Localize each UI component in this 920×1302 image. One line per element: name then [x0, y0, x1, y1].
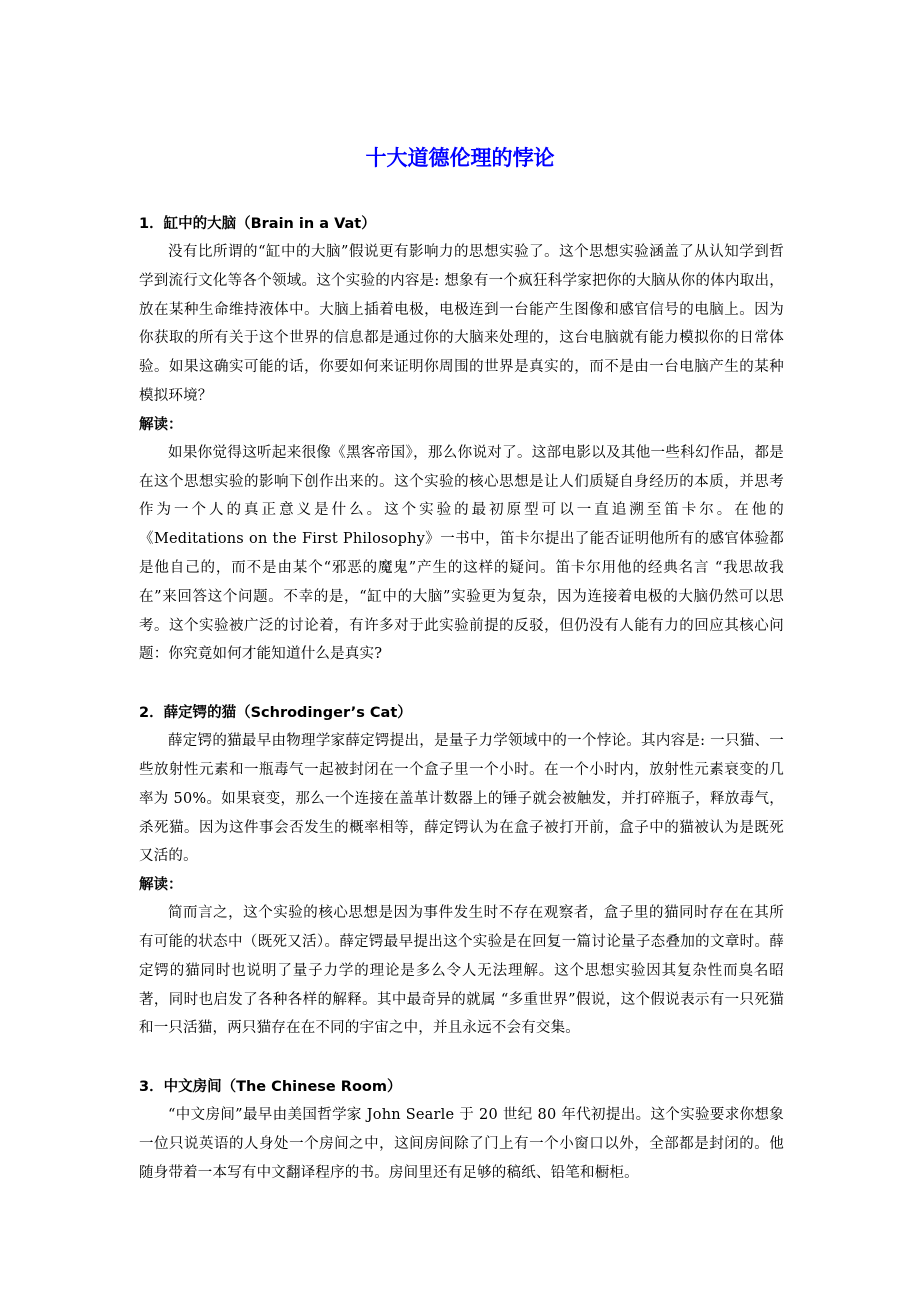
section-spacer [139, 669, 784, 699]
section-intro-paragraph: 薛定锷的猫最早由物理学家薛定锷提出，是量子力学领域中的一个悖论。其内容是: 一只猫、一些放射性元素和一瓶毒气一起被封闭在一个盒子里一个小时。在一个小时内，放射性元素衰变的几率为 50%。如果衰变，那么一个连接在盖革计数器上的锤子就会被触发，并打碎瓶子，释放毒气，杀死猫。因为这件事会否发生的概率相等，薛定锷认为在盒子被打开前，盒子中的猫被认为是既死又活的。 [139, 733, 784, 865]
analysis-paragraph: 如果你觉得这听起来很像《黑客帝国》，那么你说对了。这部电影以及其他一些科幻作品，都是在这个思想实验的影响下创作出来的。这个实验的核心思想是让人们质疑自身经历的本质，并思考作为一个人的真正意义是什么。这个实验的最初原型可以一直追溯至笛卡尔。在他的《Meditations on the First Philosophy》一书中，笛卡尔提出了能否证明他所有的感官体验都是他自己的，而不是由某个“邪恶的魔鬼”产生的这样的疑问。笛卡尔用他的经典名言 “我思故我在”来回答这个问题。不幸的是，“缸中的大脑”实验更为复杂，因为连接着电极的大脑仍然可以思考。这个实验被广泛的讨论着，有许多对于此实验前提的反驳，但仍没有人能有力的回应其核心问题：你究竟如何才能知道什么是真实? [139, 444, 784, 663]
section-heading: 2．薛定锷的猫（Schrodinger’s Cat） [139, 705, 412, 722]
section-intro-paragraph: “中文房间”最早由美国哲学家 John Searle 于 20 世纪 80 年代初提出。这个实验要求你想象一位只说英语的人身处一个房间之中，这间房间除了门上有一个小窗口以外，全部都是封闭的。他随身带着一本写有中文翻译程序的书。房间里还有足够的稿纸、铅笔和橱柜。 [139, 1107, 784, 1181]
section-chinese-room [139, 1073, 784, 1187]
document-title: 十大道德伦理的悖论 [365, 146, 555, 170]
section-schrodingers-cat [139, 699, 784, 1043]
section-heading: 3．中文房间（The Chinese Room） [139, 1079, 402, 1096]
section-brain-in-a-vat [139, 210, 784, 669]
analysis-label: 解读： [139, 877, 183, 894]
section-intro-paragraph: 没有比所谓的“缸中的大脑”假说更有影响力的思想实验了。这个思想实验涵盖了从认知学到哲学到流行文化等各个领域。这个实验的内容是: 想象有一个疯狂科学家把你的大脑从你的体内取出，放在某种生命维持液体中。大脑上插着电极，电极连到一台能产生图像和感官信号的电脑上。因为你获取的所有关于这个世界的信息都是通过你的大脑来处理的，这台电脑就有能力模拟你的日常体验。如果这确实可能的话，你要如何来证明你周围的世界是真实的，而不是由一台电脑产生的某种模拟环境？ [139, 244, 784, 404]
analysis-label: 解读： [139, 416, 183, 433]
document-body [139, 210, 784, 1188]
section-heading: 1．缸中的大脑（Brain in a Vat） [139, 216, 376, 232]
analysis-paragraph: 简而言之，这个实验的核心思想是因为事件发生时不存在观察者，盒子里的猫同时存在在其所有可能的状态中（既死又活）。薛定锷最早提出这个实验是在回复一篇讨论量子态叠加的文章时。薛定锷的猫同时也说明了量子力学的理论是多么令人无法理解。这个思想实验因其复杂性而臭名昭著，同时也启发了各种各样的解释。其中最奇异的就属 “多重世界”假说，这个假说表示有一只死猫和一只活猫，两只猫存在在不同的宇宙之中，并且永远不会有交集。 [139, 905, 784, 1037]
section-spacer [139, 1043, 784, 1073]
